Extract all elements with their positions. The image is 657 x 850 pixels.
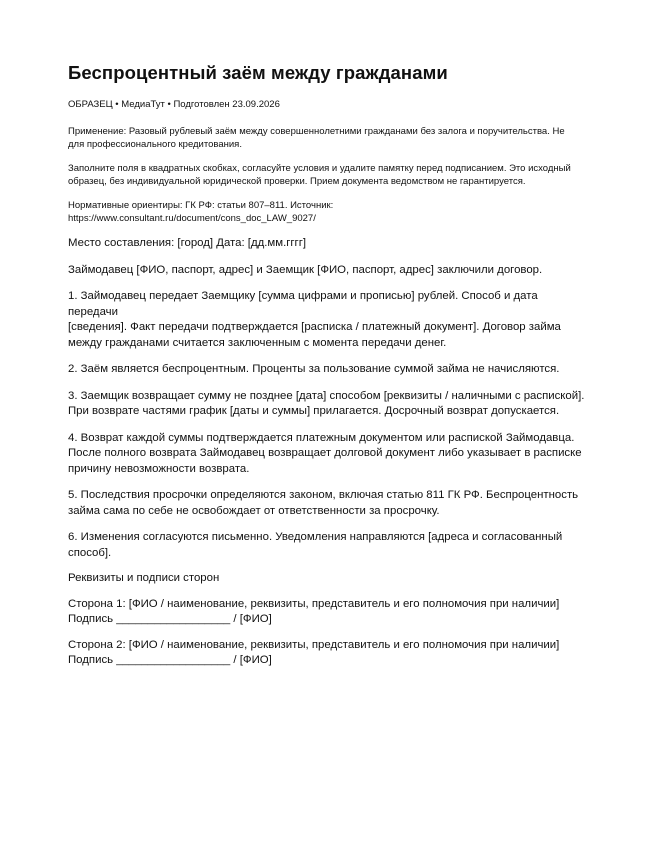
clause-line: способ]. xyxy=(68,546,112,559)
application-note xyxy=(68,125,589,151)
signature-block-party-2 xyxy=(68,638,589,669)
clause-line: между гражданами считается заключенным с момента передачи денег. xyxy=(68,336,447,349)
clause-line: 4. Возврат каждой суммы подтверждается платежным документом или распиской Займодавца. xyxy=(68,431,575,444)
signature-line: Подпись __________________ / [ФИО] xyxy=(68,654,272,666)
clause-line: При возврате частями график [даты и суммы] прилагается. Досрочный возврат допускается. xyxy=(68,405,560,417)
party-details: Сторона 2: [ФИО / наименование, реквизиты, представитель и его полномочия при наличии] xyxy=(68,638,560,651)
clause-line: 3. Заемщик возвращает сумму не позднее [дата] способом [реквизиты / наличными с распиской]. xyxy=(68,389,585,402)
application-line: Применение: Разовый рублевый заём между совершеннолетними гражданами без залога и поручительства. Не xyxy=(68,126,565,137)
signature-line: Подпись __________________ / [ФИО] xyxy=(68,613,272,625)
document-meta: ОБРАЗЕЦ • МедиаТут • Подготовлен 23.09.2026 xyxy=(68,99,280,110)
clause-line: 1. Займодавец передает Заемщику [сумма цифрами и прописью] рублей. Способ и дата передачи xyxy=(68,290,538,318)
clause-line: 6. Изменения согласуются письменно. Уведомления направляются [адреса и согласованный xyxy=(68,531,563,543)
clause-5 xyxy=(68,488,589,519)
clause-line: [сведения]. Факт передачи подтверждается [расписка / платежный документ]. Договор займа xyxy=(68,321,561,333)
place-date: Место составления: [город] Дата: [дд.мм.гггг] xyxy=(68,237,307,249)
party-details: Сторона 1: [ФИО / наименование, реквизиты, представитель и его полномочия при наличии] xyxy=(68,597,560,610)
application-line: для профессионального кредитования. xyxy=(68,139,242,150)
norms-line: Нормативные ориентиры: ГК РФ: статьи 807–811. Источник: xyxy=(68,200,334,211)
signature-block-party-1 xyxy=(68,597,589,628)
clause-line: причину невозможности возврата. xyxy=(68,462,250,475)
clause-4 xyxy=(68,431,589,478)
instruction-line: Заполните поля в квадратных скобках, согласуйте условия и удалите памятку перед подписанием. Это исходный xyxy=(68,163,571,174)
clause-6 xyxy=(68,530,589,561)
clause-line: 2. Заём является беспроцентным. Проценты за пользование суммой займа не начисляются. xyxy=(68,363,560,375)
instruction-line: образец, без индивидуальной юридической проверки. Прием документа ведомством не гарантируется. xyxy=(68,176,526,187)
requisites-heading: Реквизиты и подписи сторон xyxy=(68,572,220,584)
document-title: Беспроцентный заём между гражданами xyxy=(68,62,448,83)
clause-3 xyxy=(68,389,589,420)
instruction-note xyxy=(68,162,589,188)
clause-line: 5. Последствия просрочки определяются законом, включая статью 811 ГК РФ. Беспроцентность xyxy=(68,489,579,501)
source-url: https://www.consultant.ru/document/cons_doc_LAW_9027/ xyxy=(68,213,316,224)
clause-line: займа сама по себе не освобождает от ответственности за просрочку. xyxy=(68,504,440,517)
parties-paragraph: Займодавец [ФИО, паспорт, адрес] и Заемщик [ФИО, паспорт, адрес] заключили договор. xyxy=(68,263,543,276)
norms-note xyxy=(68,199,589,225)
clause-line: После полного возврата Займодавец возвращает долговой документ либо указывает в расписке xyxy=(68,447,582,459)
clause-2 xyxy=(68,362,589,378)
clause-1 xyxy=(68,289,589,351)
